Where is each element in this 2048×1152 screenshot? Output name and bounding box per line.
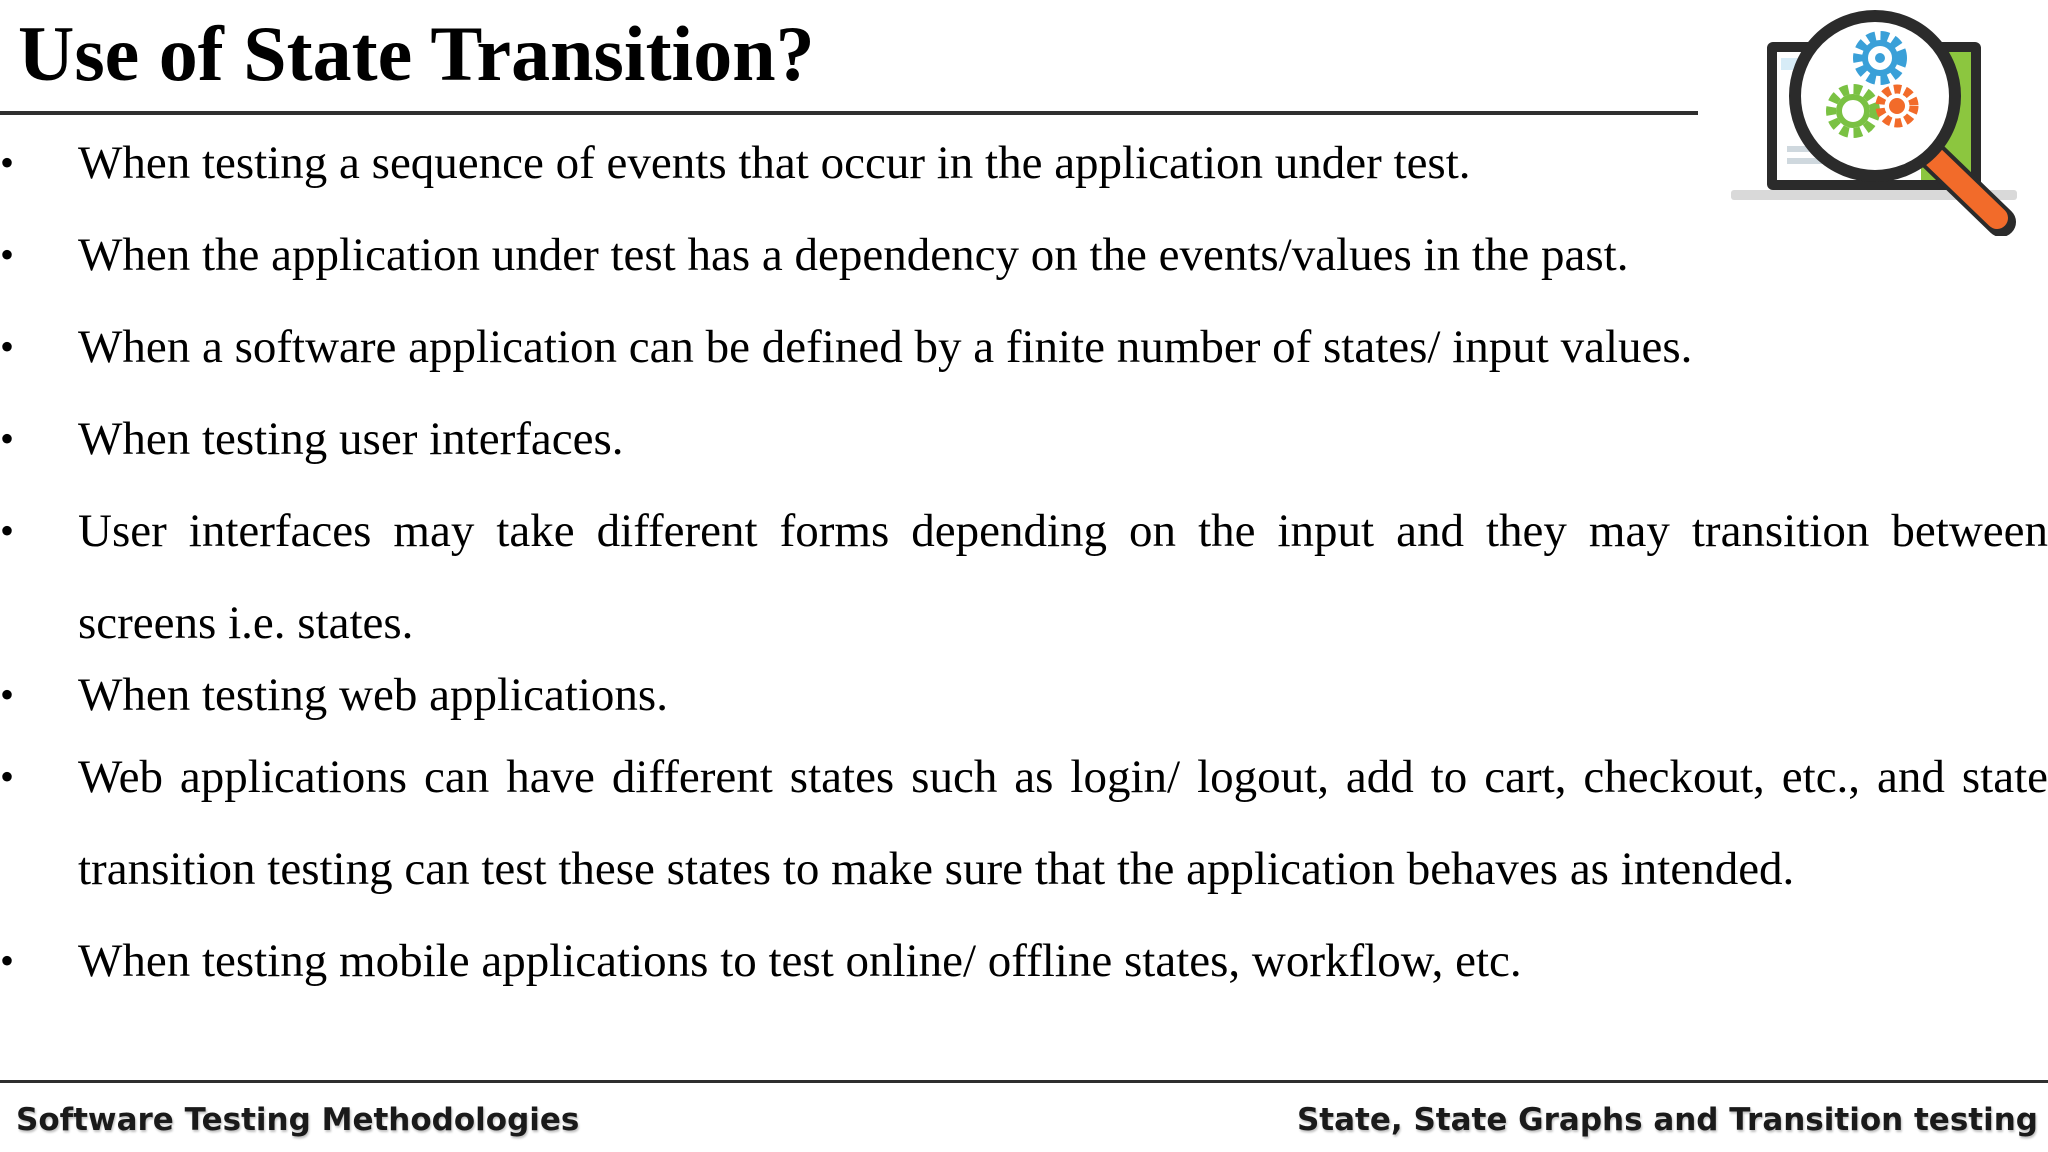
bullet-item — [0, 915, 2048, 1007]
bullet-glyph: • — [0, 324, 15, 369]
bullet-text: When testing a sequence of events that occur in the application under test. — [78, 137, 1471, 189]
bullet-item — [0, 485, 2048, 669]
footer-divider — [0, 1080, 2048, 1083]
bullet-text: When the application under test has a dependency on the events/values in the past. — [78, 229, 1629, 281]
bullet-item — [0, 731, 2048, 915]
bullet-glyph: • — [0, 416, 15, 461]
bullet-glyph: • — [0, 140, 15, 185]
bullet-glyph: • — [0, 938, 15, 983]
bullet-item — [0, 117, 2048, 209]
bullet-item — [0, 301, 2048, 393]
bullet-glyph: • — [0, 232, 15, 277]
slide-title: Use of State Transition? — [18, 10, 815, 97]
bullet-glyph: • — [0, 754, 15, 799]
bullet-list — [0, 117, 2048, 1007]
bullet-text: Web applications can have different states such as login/ logout, add to cart, checkout, etc., and state transition testing can test these states to make sure that the application behaves as intended. — [78, 751, 2048, 895]
bullet-item — [0, 393, 2048, 485]
bullet-text: When testing web applications. — [78, 669, 668, 721]
title-divider — [0, 111, 1698, 115]
bullet-text: When a software application can be defined by a finite number of states/ input values. — [78, 321, 1693, 373]
bullet-item — [0, 209, 2048, 301]
bullet-text: User interfaces may take different forms depending on the input and they may transition between screens i.e. states. — [78, 505, 2048, 649]
bullet-glyph: • — [0, 508, 15, 553]
bullet-glyph: • — [0, 672, 15, 717]
bullet-item — [0, 649, 2048, 741]
bullet-text: When testing user interfaces. — [78, 413, 624, 465]
footer-topic-title: State, State Graphs and Transition testing — [1296, 1102, 2038, 1138]
bullet-text: When testing mobile applications to test online/ offline states, workflow, etc. — [78, 935, 1522, 987]
footer-course-title: Software Testing Methodologies — [16, 1102, 580, 1138]
